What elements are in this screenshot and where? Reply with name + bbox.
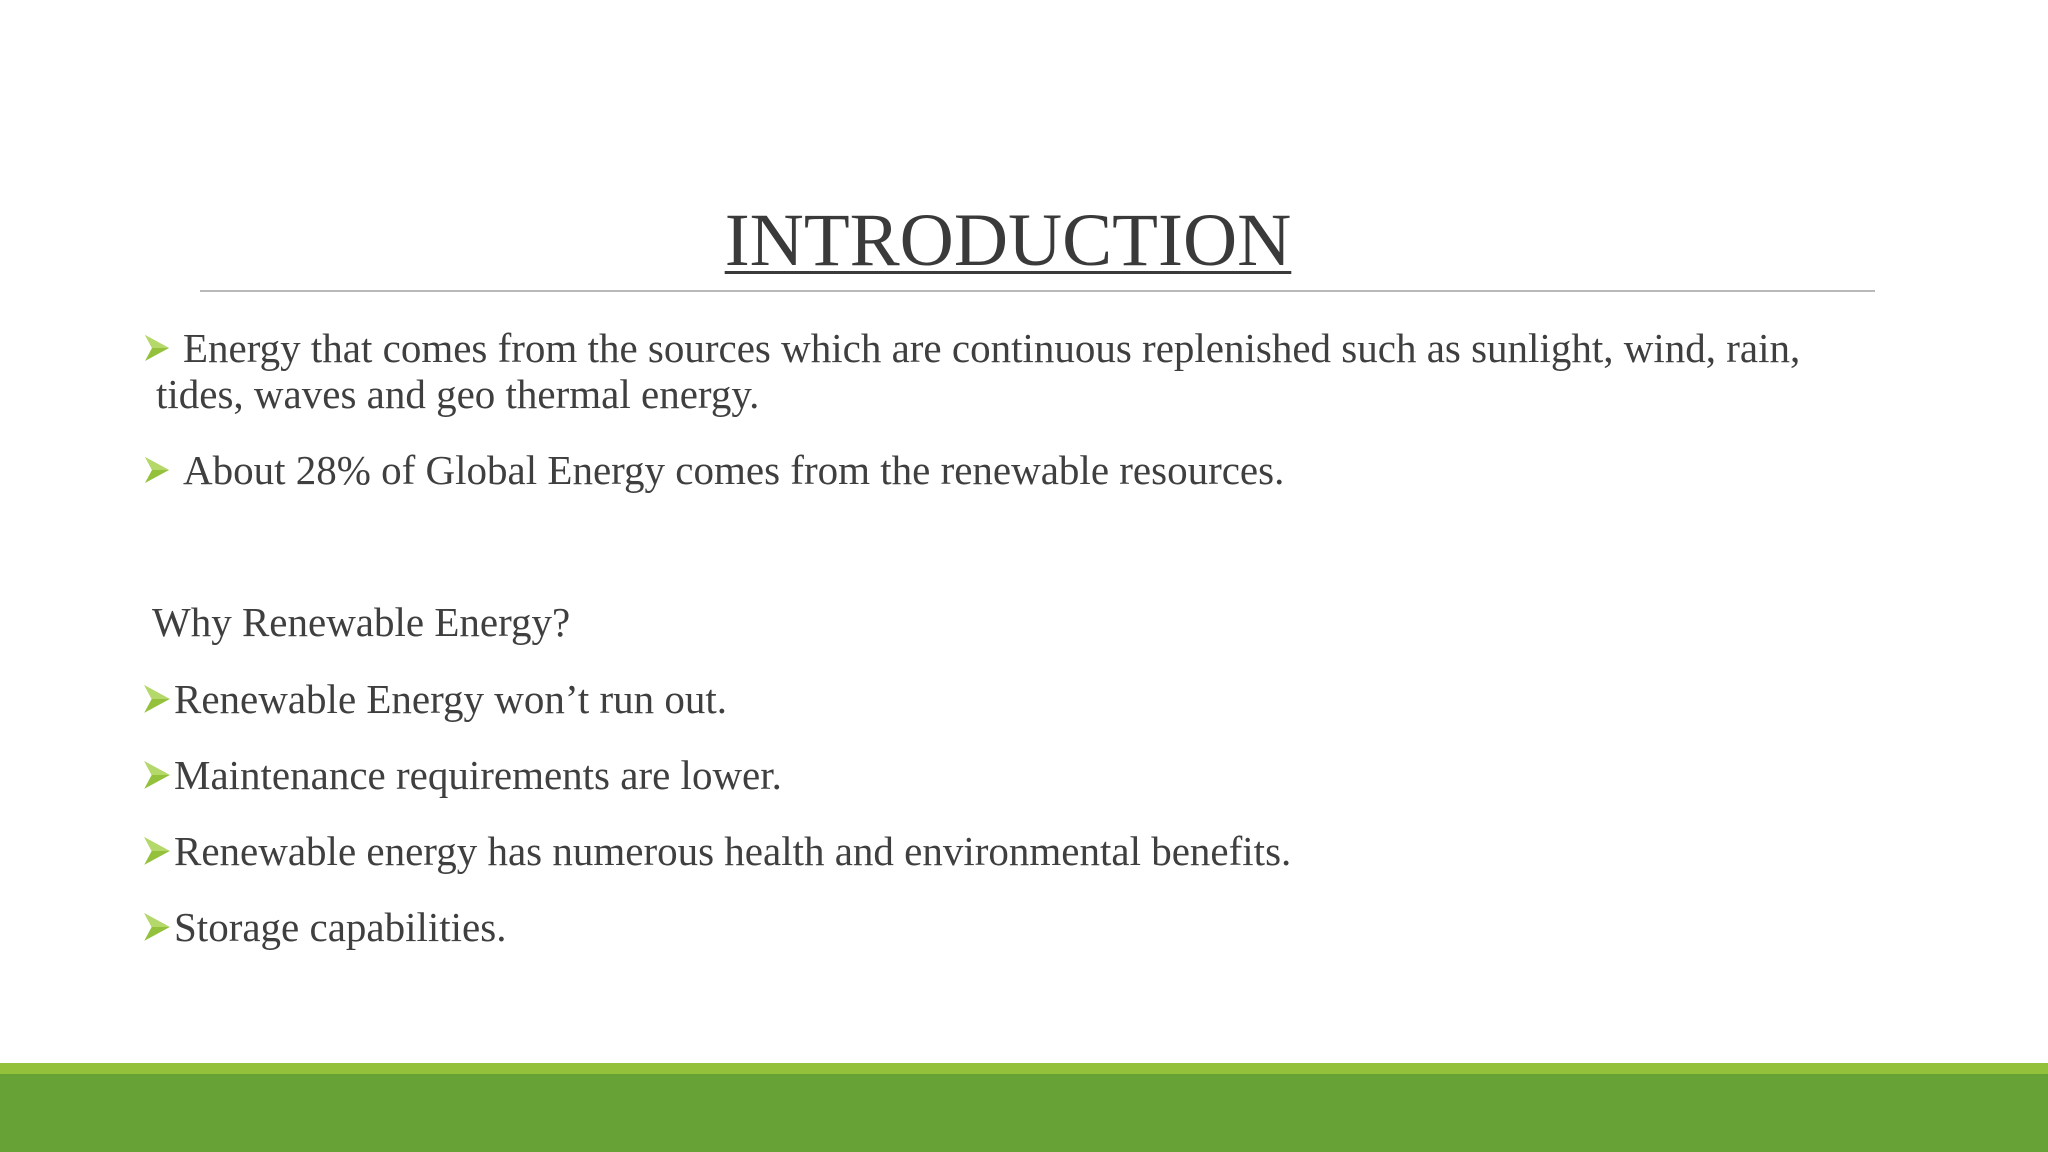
why-bullet-1: Renewable Energy won’t run out. <box>174 676 727 722</box>
intro-bullet-2: About 28% of Global Energy comes from the renewable resources. <box>183 447 1285 493</box>
intro-bullet-1-line-1: Energy that comes from the sources which are continuous replenished such as sunlight, wind, rain, <box>183 325 1801 371</box>
arrow-bullet-icon <box>142 911 172 943</box>
footer-accent-stripe <box>0 1063 2048 1074</box>
arrow-bullet-icon <box>142 835 172 867</box>
slide-title: INTRODUCTION <box>724 199 1292 282</box>
intro-bullet-1-line-2: tides, waves and geo thermal energy. <box>156 371 760 417</box>
arrow-bullet-icon <box>142 683 172 715</box>
why-bullet-3: Renewable energy has numerous health and environmental benefits. <box>174 828 1292 874</box>
arrow-bullet-icon <box>143 333 171 363</box>
why-bullet-2: Maintenance requirements are lower. <box>174 752 782 798</box>
arrow-bullet-icon <box>143 455 171 485</box>
arrow-bullet-icon <box>142 759 172 791</box>
why-bullet-4: Storage capabilities. <box>174 904 507 950</box>
why-renewable-heading: Why Renewable Energy? <box>152 599 571 645</box>
footer-bar <box>0 1074 2048 1152</box>
